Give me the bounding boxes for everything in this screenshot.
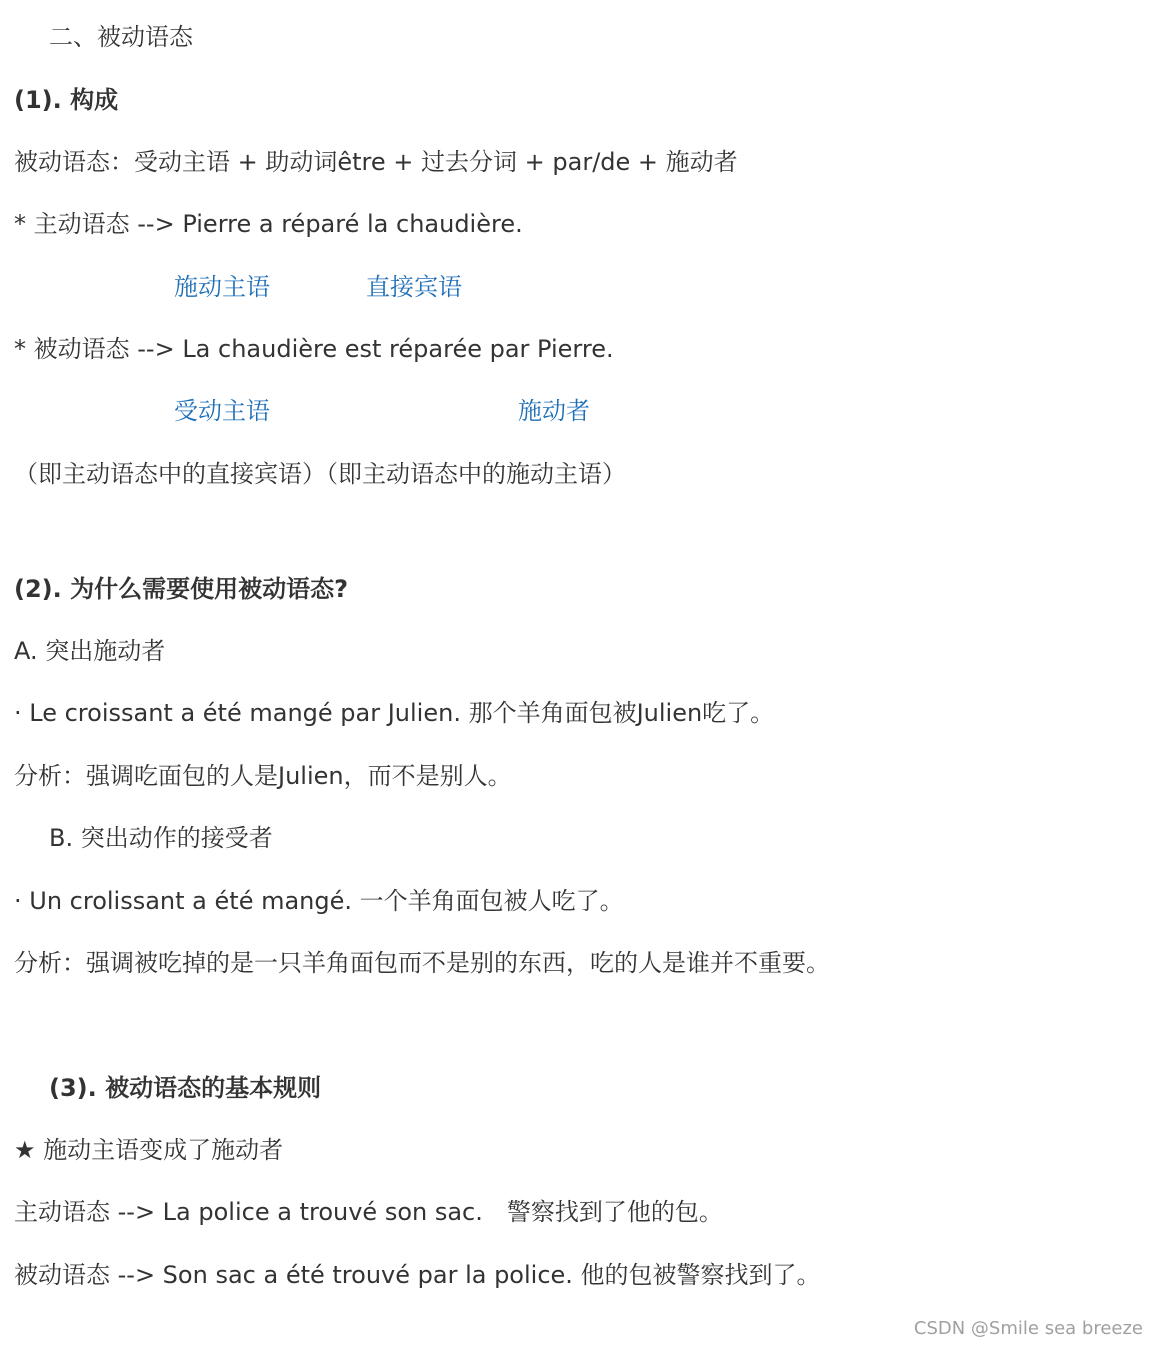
part3-rule1: ★ 施动主语变成了施动者 [14, 1136, 284, 1164]
label-direct-object: 直接宾语 [366, 273, 462, 301]
part2-b-analysis: 分析：强调被吃掉的是一只羊角面包而不是别的东西，吃的人是谁并不重要。 [14, 949, 830, 977]
part2-a-analysis: 分析：强调吃面包的人是Julien，而不是别人。 [14, 762, 512, 790]
part3-active: 主动语态 --> La police a trouvé son sac. 警察找到了他的包。 [14, 1198, 723, 1226]
section-title: 二、被动语态 [49, 23, 193, 51]
passive-formula: 被动语态：受动主语 + 助动词être + 过去分词 + par/de + 施动者 [14, 148, 738, 176]
label-patient-subject: 受动主语 [174, 397, 270, 425]
passive-notes: （即主动语态中的直接宾语）（即主动语态中的施动主语） [14, 460, 626, 488]
label-agent: 施动者 [518, 397, 590, 425]
part2-a-title: A. 突出施动者 [14, 637, 166, 665]
part1-heading: (1). 构成 [14, 86, 119, 114]
active-example: * 主动语态 --> Pierre a réparé la chaudière. [14, 210, 523, 238]
watermark: CSDN @Smile sea breeze [913, 1318, 1143, 1339]
part2-heading: (2). 为什么需要使用被动语态? [14, 575, 349, 603]
part2-b-example: · Un crolissant a été mangé. 一个羊角面包被人吃了。 [14, 887, 624, 915]
part3-heading: (3). 被动语态的基本规则 [49, 1074, 322, 1102]
passive-example: * 被动语态 --> La chaudière est réparée par Pierre. [14, 335, 614, 363]
part2-b-title: B. 突出动作的接受者 [49, 824, 273, 852]
part2-a-example: · Le croissant a été mangé par Julien. 那个羊角面包被Julien吃了。 [14, 699, 775, 727]
part3-passive: 被动语态 --> Son sac a été trouvé par la police. 他的包被警察找到了。 [14, 1261, 821, 1289]
label-agent-subject: 施动主语 [174, 273, 270, 301]
